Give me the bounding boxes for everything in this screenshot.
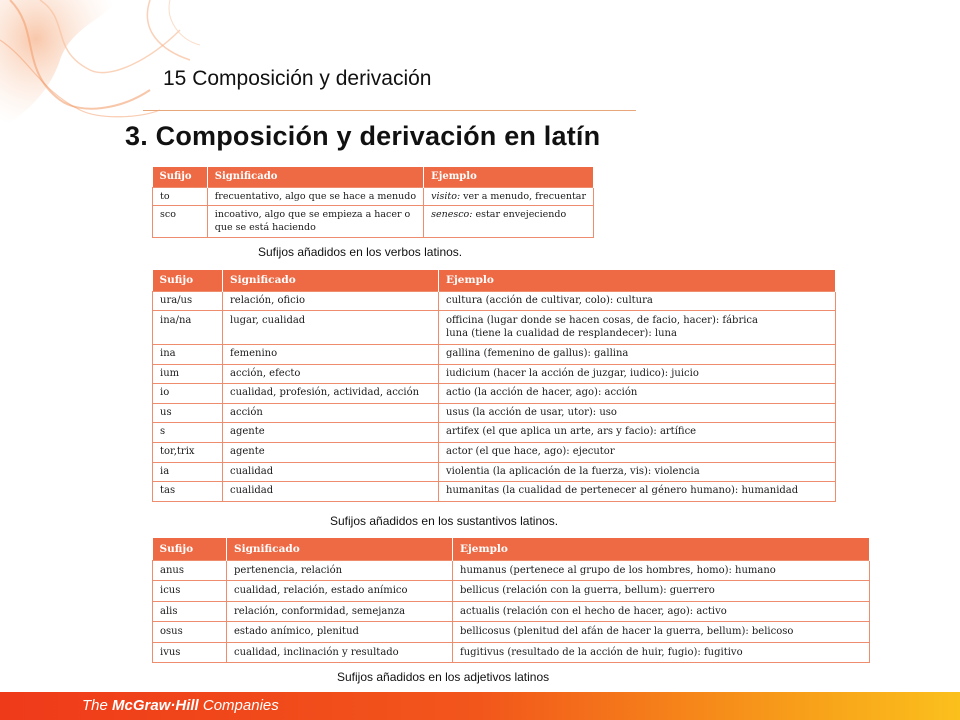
chapter-title: 15 Composición y derivación: [163, 67, 432, 90]
example-line: luna (tiene la cualidad de resplandecer): luna: [446, 328, 677, 340]
table-row: [153, 601, 870, 622]
table-row: [153, 622, 870, 643]
cell-sufijo: tor,trix: [153, 443, 223, 463]
cell-sufijo: osus: [153, 622, 227, 643]
footer-bar: [0, 692, 960, 720]
table-row: [153, 364, 836, 384]
cell-ejemplo: [424, 187, 594, 205]
table-row: [153, 423, 836, 443]
column-header-ejemplo: Ejemplo: [439, 270, 836, 291]
verb-suffix-table: [152, 167, 594, 238]
table-row: [153, 187, 594, 205]
cell-significado: estado anímico, plenitud: [227, 622, 453, 643]
cell-sufijo: io: [153, 384, 223, 404]
cell-ejemplo: actor (el que hace, ago): ejecutor: [439, 443, 836, 463]
title-divider: [143, 110, 636, 111]
cell-ejemplo: violentia (la aplicación de la fuerza, vis): violencia: [439, 462, 836, 482]
column-header-sufijo: Sufijo: [153, 270, 223, 291]
table-row: [153, 482, 836, 502]
cell-ejemplo: [439, 311, 836, 345]
cell-significado: relación, oficio: [223, 291, 439, 311]
table-row: [153, 311, 836, 345]
cell-sufijo: s: [153, 423, 223, 443]
logo-the: The: [82, 697, 113, 714]
noun-table-caption: Sufijos añadidos en los sustantivos latinos.: [330, 514, 559, 528]
noun-suffix-table: [152, 270, 836, 502]
cell-sufijo: tas: [153, 482, 223, 502]
cell-sufijo: icus: [153, 581, 227, 602]
cell-significado: incoativo, algo que se empieza a hacer o que se está haciendo: [207, 205, 423, 237]
logo-brand: McGraw·Hill: [112, 697, 199, 714]
table-row: [153, 345, 836, 365]
table-row: [153, 581, 870, 602]
cell-ejemplo: artifex (el que aplica un arte, ars y facio): artífice: [439, 423, 836, 443]
cell-significado: lugar, cualidad: [223, 311, 439, 345]
example-line: officina (lugar donde se hacen cosas, de facio, hacer): fábrica: [446, 315, 758, 327]
publisher-logo: [82, 697, 279, 714]
cell-ejemplo: humanitas (la cualidad de pertenecer al género humano): humanidad: [439, 482, 836, 502]
example-term: senesco:: [431, 208, 473, 220]
cell-ejemplo: iudicium (hacer la acción de juzgar, iudico): juicio: [439, 364, 836, 384]
column-header-ejemplo: Ejemplo: [424, 167, 594, 187]
adjective-table-caption: Sufijos añadidos en los adjetivos latinos: [337, 670, 550, 684]
cell-ejemplo: [424, 205, 594, 237]
logo-companies: Companies: [198, 697, 279, 714]
cell-significado: cualidad, inclinación y resultado: [227, 642, 453, 663]
cell-significado: frecuentativo, algo que se hace a menudo: [207, 187, 423, 205]
cell-significado: cualidad: [223, 462, 439, 482]
verb-table-caption: Sufijos añadidos en los verbos latinos.: [258, 245, 463, 259]
example-term: visito:: [431, 190, 461, 202]
cell-ejemplo: actualis (relación con el hecho de hacer, ago): activo: [453, 601, 870, 622]
column-header-significado: Significado: [207, 167, 423, 187]
column-header-sufijo: Sufijo: [153, 167, 208, 187]
table-header-row: [153, 538, 870, 560]
cell-significado: pertenencia, relación: [227, 560, 453, 581]
cell-ejemplo: cultura (acción de cultivar, colo): cultura: [439, 291, 836, 311]
table-header-row: [153, 167, 594, 187]
cell-sufijo: ium: [153, 364, 223, 384]
column-header-ejemplo: Ejemplo: [453, 538, 870, 560]
cell-sufijo: to: [153, 187, 208, 205]
table-row: [153, 403, 836, 423]
table-row: [153, 443, 836, 463]
column-header-significado: Significado: [227, 538, 453, 560]
cell-sufijo: ina: [153, 345, 223, 365]
table-row: [153, 462, 836, 482]
cell-significado: agente: [223, 423, 439, 443]
cell-sufijo: ina/na: [153, 311, 223, 345]
table-row: [153, 291, 836, 311]
cell-sufijo: anus: [153, 560, 227, 581]
cell-ejemplo: gallina (femenino de gallus): gallina: [439, 345, 836, 365]
table-row: [153, 560, 870, 581]
cell-sufijo: alis: [153, 601, 227, 622]
cell-sufijo: ivus: [153, 642, 227, 663]
cell-significado: cualidad: [223, 482, 439, 502]
cell-ejemplo: fugitivus (resultado de la acción de huir, fugio): fugitivo: [453, 642, 870, 663]
table-row: [153, 205, 594, 237]
cell-ejemplo: humanus (pertenece al grupo de los hombres, homo): humano: [453, 560, 870, 581]
column-header-significado: Significado: [223, 270, 439, 291]
example-text: ver a menudo, frecuentar: [460, 190, 586, 202]
cell-ejemplo: bellicus (relación con la guerra, bellum): guerrero: [453, 581, 870, 602]
slide-title: 3. Composición y derivación en latín: [125, 121, 601, 151]
cell-significado: femenino: [223, 345, 439, 365]
column-header-sufijo: Sufijo: [153, 538, 227, 560]
cell-significado: acción: [223, 403, 439, 423]
cell-ejemplo: bellicosus (plenitud del afán de hacer la guerra, bellum): belicoso: [453, 622, 870, 643]
cell-significado: agente: [223, 443, 439, 463]
example-text: estar envejeciendo: [472, 208, 567, 220]
cell-ejemplo: actio (la acción de hacer, ago): acción: [439, 384, 836, 404]
cell-significado: relación, conformidad, semejanza: [227, 601, 453, 622]
cell-ejemplo: usus (la acción de usar, utor): uso: [439, 403, 836, 423]
adjective-suffix-table: [152, 538, 870, 663]
cell-sufijo: us: [153, 403, 223, 423]
table-header-row: [153, 270, 836, 291]
cell-significado: cualidad, relación, estado anímico: [227, 581, 453, 602]
table-row: [153, 384, 836, 404]
cell-sufijo: sco: [153, 205, 208, 237]
table-row: [153, 642, 870, 663]
cell-significado: acción, efecto: [223, 364, 439, 384]
cell-sufijo: ura/us: [153, 291, 223, 311]
cell-sufijo: ia: [153, 462, 223, 482]
cell-significado: cualidad, profesión, actividad, acción: [223, 384, 439, 404]
